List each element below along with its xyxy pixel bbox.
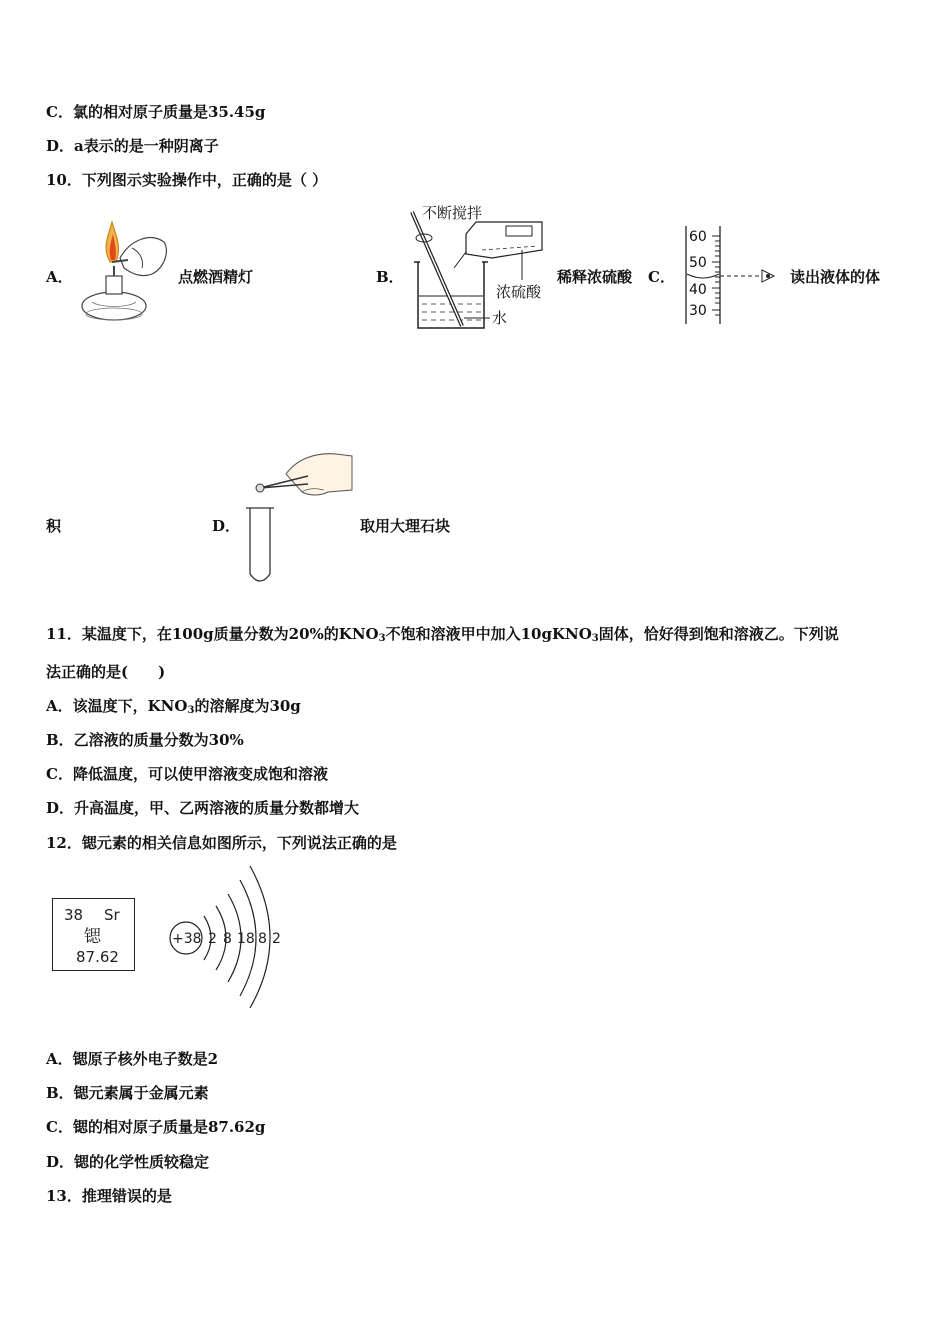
q11-option-c: C．降低温度，可以使甲溶液变成饱和溶液 [46, 765, 328, 783]
q12-stem: 12．锶元素的相关信息如图所示，下列说法正确的是 [46, 834, 397, 852]
q11-stem-part1: 11．某温度下，在100g质量分数为20%的KNO [46, 625, 379, 643]
q11-subscript-1: 3 [378, 633, 386, 644]
graduated-cylinder-reading-figure [680, 224, 784, 326]
q11-stem-part2: 不饱和溶液甲中加入10gKNO [385, 625, 592, 643]
scale-40: 40 [689, 282, 707, 298]
q10-option-b-text: 稀释浓硫酸 [557, 268, 633, 286]
q12-option-c: C．锶的相对原子质量是87.62g [46, 1118, 266, 1136]
element-name: 锶 [84, 927, 101, 947]
alcohol-lamp-lighting-figure [72, 218, 172, 326]
nucleus-charge: +38 [172, 931, 202, 947]
scale-60: 60 [689, 229, 707, 245]
q11-subscript-2: 3 [591, 633, 599, 644]
shell-3-electrons: 18 [237, 931, 255, 947]
dilute-sulfuric-acid-figure [402, 202, 552, 334]
q11-option-a-pre: A．该温度下，KNO [46, 697, 188, 715]
element-symbol: Sr [104, 906, 120, 924]
q10-option-b-letter: B． [376, 268, 404, 286]
q10-option-d-text: 取用大理石块 [360, 517, 451, 535]
q12-option-b: B．锶元素属于金属元素 [46, 1084, 209, 1102]
q11-stem-line2: 法正确的是( ) [46, 663, 166, 681]
q10-option-a-text: 点燃酒精灯 [178, 268, 254, 286]
q11-option-d: D．升高温度，甲、乙两溶液的质量分数都增大 [46, 799, 360, 817]
water-label: 水 [492, 309, 508, 327]
q12-option-d: D．锶的化学性质较稳定 [46, 1153, 210, 1171]
q10-option-c-letter: C． [648, 268, 675, 286]
scale-30: 30 [689, 303, 707, 319]
q9-option-c: C．氯的相对原子质量是35.45g [46, 103, 266, 121]
shell-1-electrons: 2 [208, 931, 217, 947]
q10-stem: 10．下列图示实验操作中，正确的是（ ） [46, 171, 328, 189]
q10-option-c-text: 读出液体的体 [790, 268, 881, 286]
q11-option-a-post: 的溶解度为30g [194, 697, 301, 715]
strontium-element-card [52, 898, 136, 972]
q10-option-a-letter: A． [46, 268, 73, 286]
q11-option-b: B．乙溶液的质量分数为30% [46, 731, 244, 749]
marble-test-tube-figure [240, 448, 360, 588]
q11-option-a-sub: 3 [187, 705, 195, 716]
atomic-number: 38 [64, 906, 84, 924]
strontium-atom-structure-diagram [166, 862, 286, 1008]
shell-5-electrons: 2 [272, 931, 281, 947]
shell-4-electrons: 8 [258, 931, 267, 947]
q10-option-c-text-wrap: 积 [46, 517, 62, 535]
q11-option-a [46, 696, 301, 721]
atomic-mass: 87.62 [76, 948, 119, 966]
stir-label: 不断搅拌 [422, 204, 483, 222]
scale-50: 50 [689, 255, 707, 271]
q10-option-d-letter: D． [212, 517, 241, 535]
q13-stem: 13．推理错误的是 [46, 1187, 172, 1205]
q12-option-a: A．锶原子核外电子数是2 [46, 1050, 219, 1068]
acid-label: 浓硫酸 [496, 283, 542, 301]
q11-stem-line1 [46, 624, 839, 649]
q9-option-d: D．a表示的是一种阴离子 [46, 137, 219, 155]
q11-stem-part3: 固体，恰好得到饱和溶液乙。下列说 [598, 625, 839, 643]
shell-2-electrons: 8 [223, 931, 232, 947]
